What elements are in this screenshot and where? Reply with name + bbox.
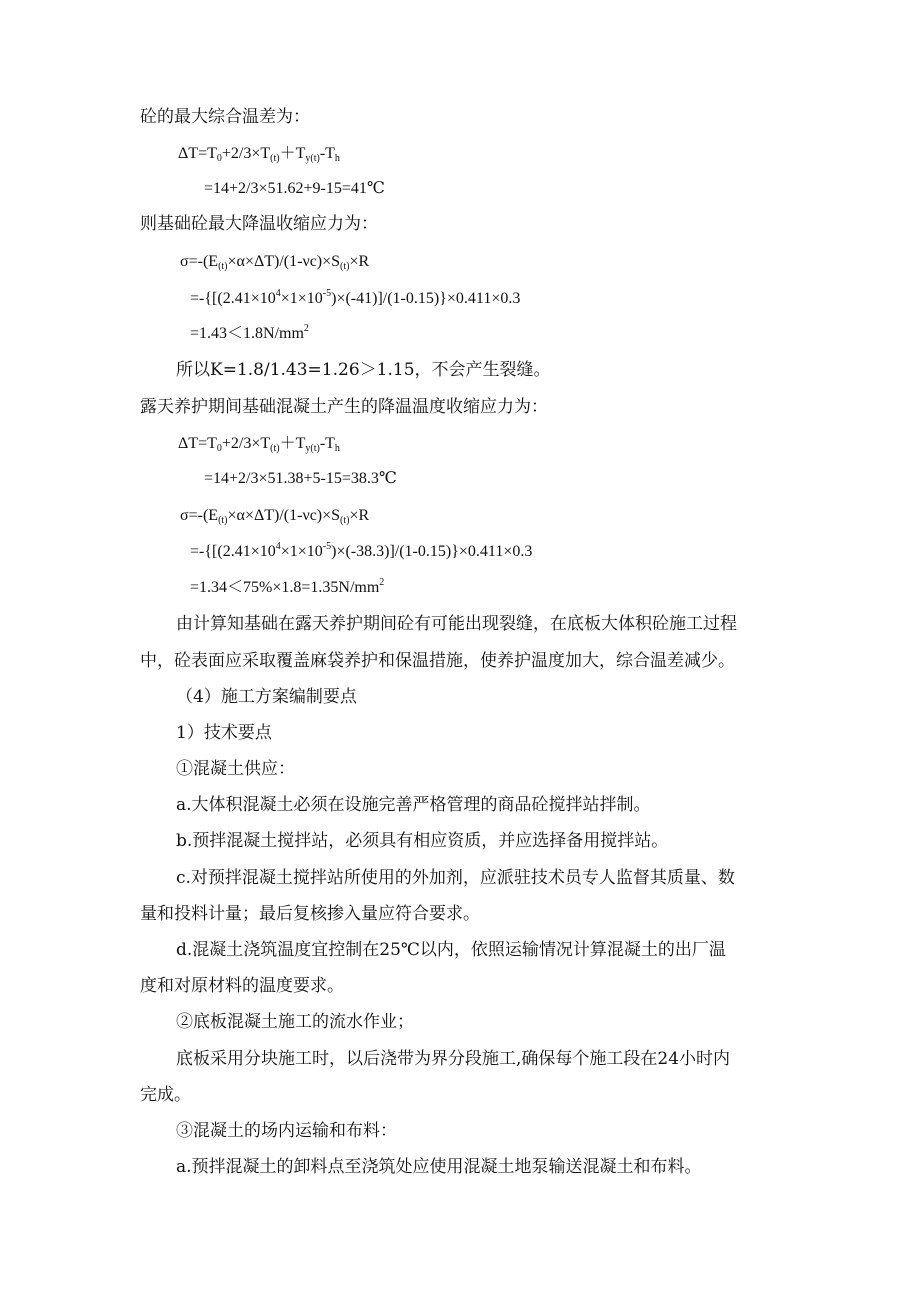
formula-part: =14+2/3×51.38+5-15=38.3℃ [204, 470, 397, 487]
line-text: 度和对原材料的温度要求。 [140, 976, 344, 996]
formula-result-2 [204, 468, 397, 490]
formula-part: ×R [349, 507, 370, 524]
subsection-heading [176, 722, 272, 744]
formula-sigma-calc-2 [190, 541, 532, 563]
text-line [176, 359, 551, 381]
formula-sigma-result-1 [190, 323, 309, 345]
formula-subscript: (t) [218, 261, 228, 272]
formula-sigma-calc-1 [190, 288, 520, 310]
line-text: 所以K=1.8/1.43=1.26＞1.15，不会产生裂缝。 [176, 360, 551, 380]
formula-sigma-1 [180, 251, 369, 273]
formula-superscript: 4 [275, 541, 281, 552]
text-line [140, 106, 310, 128]
text-line [140, 650, 735, 672]
list-item [176, 1156, 702, 1178]
formula-subscript: (t) [218, 515, 228, 526]
formula-part: ΔT=T [178, 435, 217, 452]
formula-part: ×1×10 [280, 290, 323, 307]
formula-part: =-{[(2.41×10 [190, 290, 276, 307]
formula-delta-t-1 [178, 143, 340, 165]
line-text: 则基础砼最大降温收缩应力为： [140, 214, 378, 234]
item-heading [176, 1120, 397, 1142]
item-heading [176, 758, 295, 780]
formula-part: ×α×ΔT)/(1-νc)×S [227, 507, 341, 524]
formula-superscript: -5 [322, 288, 332, 299]
text-line [176, 613, 737, 635]
formula-part: ＋T [279, 145, 306, 162]
text-line [140, 213, 378, 235]
line-text: 量和投料计量；最后复核掺入量应符合要求。 [140, 904, 480, 924]
formula-subscript: y(t) [305, 153, 320, 164]
line-text: a.大体积混凝土必须在设施完善严格管理的商品砼搅拌站拌制。 [176, 795, 651, 815]
formula-part: ΔT=T [178, 145, 217, 162]
formula-subscript: (t) [270, 443, 280, 454]
line-text: c.对预拌混凝土搅拌站所使用的外加剂，应派驻技术员专人监督其质量、数 [176, 868, 735, 888]
formula-part: ×1×10 [280, 543, 323, 560]
formula-part: σ=-(E [180, 253, 219, 270]
text-line [140, 1084, 191, 1106]
item-heading [176, 1011, 414, 1033]
formula-sigma-2 [180, 505, 369, 527]
line-text: 中，砼表面应采取覆盖麻袋养护和保温措施，使养护温度加大，综合温差减少。 [140, 651, 735, 671]
formula-part: ×α×ΔT)/(1-νc)×S [227, 253, 341, 270]
formula-part: )×(-38.3)]/(1-0.15)}×0.411×0.3 [331, 543, 533, 560]
formula-part: ＋T [279, 435, 306, 452]
text-line [176, 1048, 730, 1070]
text-line [140, 396, 548, 418]
line-text: ①混凝土供应： [176, 759, 295, 779]
formula-subscript: (t) [340, 515, 350, 526]
line-text: b.预拌混凝土搅拌站，必须具有相应资质，并应选择备用搅拌站。 [176, 831, 669, 851]
formula-sigma-result-2 [190, 577, 384, 599]
formula-subscript: y(t) [305, 443, 320, 454]
list-item [176, 939, 726, 961]
list-item [176, 867, 735, 889]
line-text: a.预拌混凝土的卸料点至浇筑处应使用混凝土地泵输送混凝土和布料。 [176, 1157, 702, 1177]
formula-part: =1.43＜1.8N/mm [190, 325, 304, 342]
formula-result-1 [204, 178, 385, 200]
list-item-continued [140, 903, 480, 925]
section-heading [176, 686, 357, 708]
formula-superscript: 2 [379, 577, 385, 588]
formula-superscript: -5 [322, 541, 332, 552]
list-item-continued [140, 975, 344, 997]
formula-part: -T [319, 435, 335, 452]
formula-part: ×R [349, 253, 370, 270]
line-text: 砼的最大综合温差为： [140, 107, 310, 127]
line-text: 完成。 [140, 1085, 191, 1105]
formula-superscript: 4 [275, 288, 281, 299]
formula-subscript: h [334, 443, 340, 454]
line-text: 底板采用分块施工时，以后浇带为界分段施工,确保每个施工段在24小时内 [176, 1049, 731, 1069]
formula-part: =1.34＜75%×1.8=1.35N/mm [190, 579, 380, 596]
formula-subscript: (t) [340, 261, 350, 272]
formula-subscript: 0 [216, 443, 222, 454]
formula-subscript: h [334, 153, 340, 164]
line-text: 1）技术要点 [176, 723, 272, 743]
formula-subscript: (t) [270, 153, 280, 164]
line-text: （4）施工方案编制要点 [176, 687, 357, 707]
line-text: 由计算知基础在露天养护期间砼有可能出现裂缝，在底板大体积砼施工过程 [176, 614, 737, 634]
formula-part: -T [319, 145, 335, 162]
list-item [176, 830, 668, 852]
line-text: ③混凝土的场内运输和布料： [176, 1121, 397, 1141]
formula-part: +2/3×T [221, 145, 271, 162]
line-text: d.混凝土浇筑温度宜控制在25℃以内，依照运输情况计算混凝土的出厂温 [176, 940, 726, 960]
line-text: 露天养护期间基础混凝土产生的降温温度收缩应力为： [140, 397, 548, 417]
formula-part: )×(-41)]/(1-0.15)}×0.411×0.3 [331, 290, 521, 307]
formula-part: =-{[(2.41×10 [190, 543, 276, 560]
formula-subscript: 0 [216, 153, 222, 164]
formula-part: σ=-(E [180, 507, 219, 524]
formula-superscript: 2 [303, 323, 309, 334]
formula-part: +2/3×T [221, 435, 271, 452]
formula-delta-t-2 [178, 433, 340, 455]
line-text: ②底板混凝土施工的流水作业； [176, 1012, 414, 1032]
formula-part: =14+2/3×51.62+9-15=41℃ [204, 180, 385, 197]
list-item [176, 794, 651, 816]
